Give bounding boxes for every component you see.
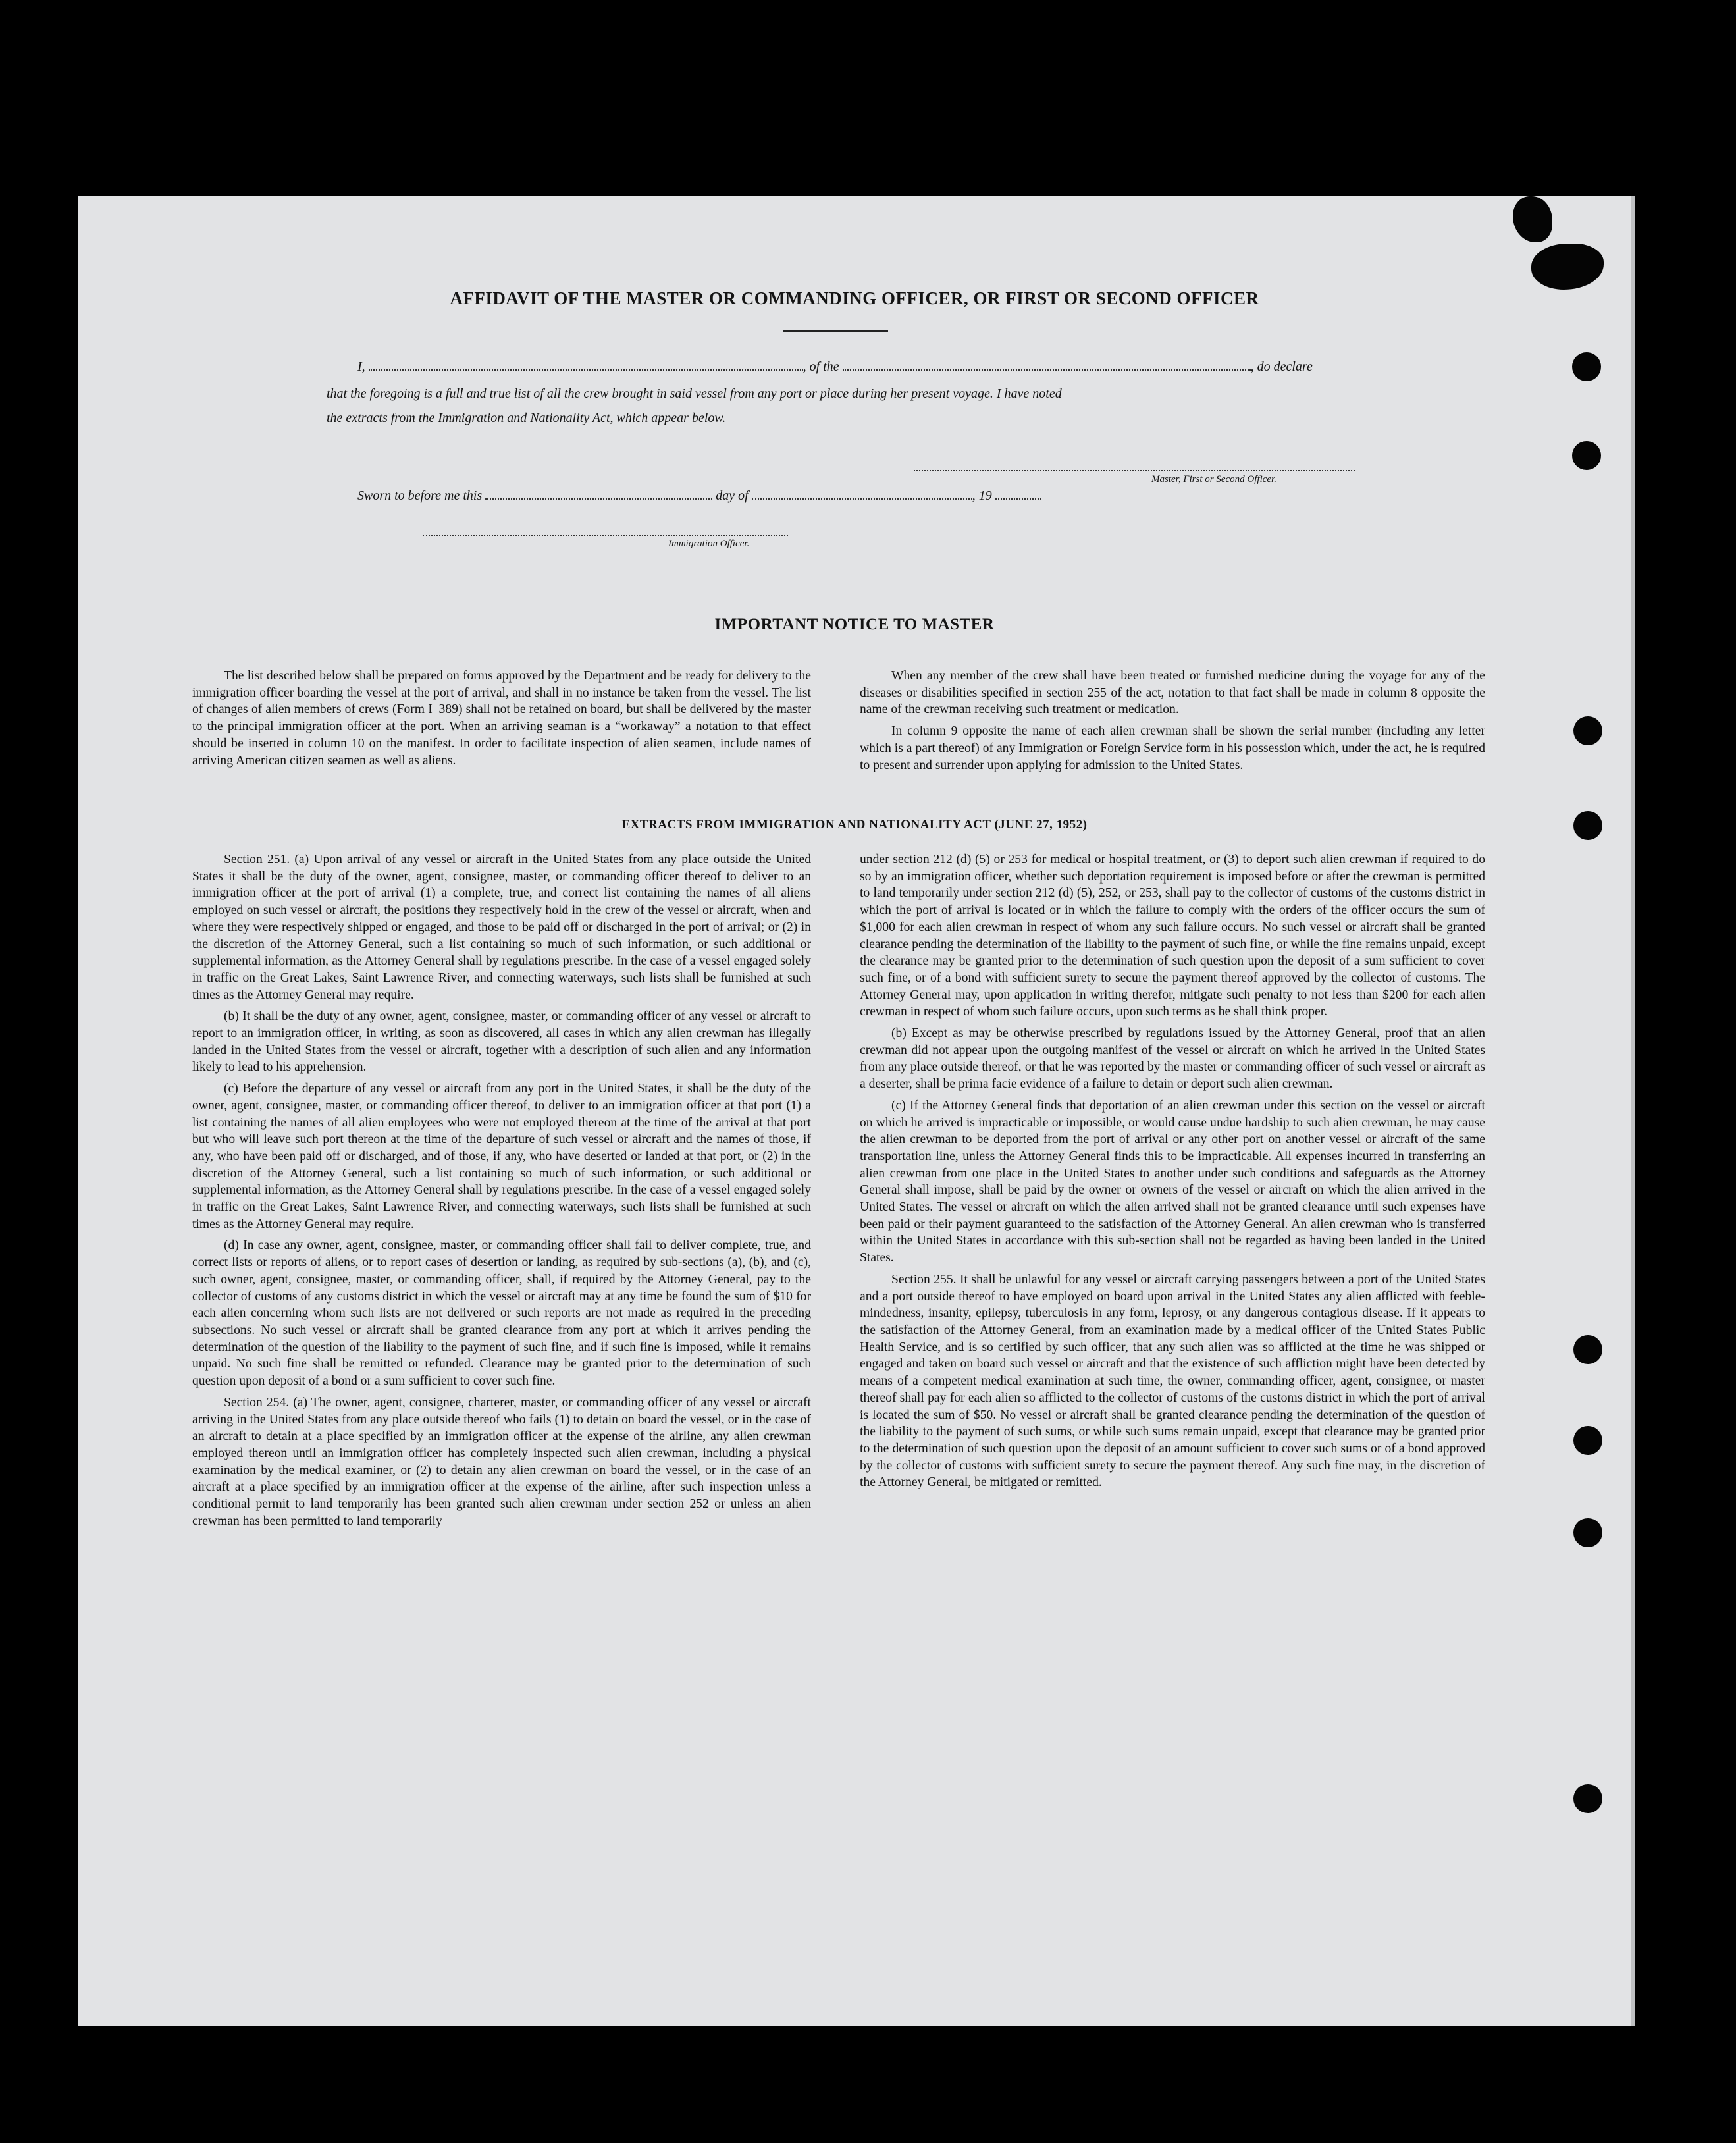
master-signature-field[interactable] <box>914 467 1355 471</box>
section-254-b: (b) Except as may be otherwise prescribed by regulations issued by the Attorney General, proof that an alien crewman did not appear upon the outgoing manifest of the vessel or aircraft on which he arrived in the United States from any place outside thereof, or that he was reported by the master or commanding officer of such vessel or aircraft as a deserter, shall be prima facie evidence of a failure to detain or deport such alien crewman. <box>860 1026 1485 1092</box>
notice-title: IMPORTANT NOTICE TO MASTER <box>714 616 995 633</box>
officer-signature-field[interactable] <box>423 532 788 536</box>
declaration-line-2: that the foregoing is a full and true list of all the crew brought in said vessel from any port or place during her present voyage. I have noted <box>327 386 1062 401</box>
binder-hole <box>1573 1335 1602 1364</box>
sworn-year: , 19 <box>972 489 992 503</box>
notice-left-paragraph: The list described below shall be prepared on forms approved by the Department and be ready for delivery to the immigration officer boarding the vessel at the port of arrival, and shall in no instance be taken from the vessel. The list of changes of alien members of crews (Form I–389) shall not be retained on board, but shall be delivered by the master to the principal immigration officer at the port. When an arriving seaman is a “workaway” a notation to that effect should be inserted in column 10 on the manifest. In order to facilitate inspection of alien seamen, include names of arriving American citizen seamen as well as aliens. <box>192 669 811 768</box>
declaration-line-3: the extracts from the Immigration and Nationality Act, which appear below. <box>327 411 726 425</box>
binder-hole <box>1573 1784 1602 1813</box>
sworn-day-of: day of <box>716 489 749 503</box>
extracts-title: EXTRACTS FROM IMMIGRATION AND NATIONALITY ACT (JUNE 27, 1952) <box>621 818 1088 832</box>
binder-hole <box>1573 1426 1602 1455</box>
notice-left-column <box>192 668 811 774</box>
master-caption: Master, First or Second Officer. <box>1151 474 1276 485</box>
binder-hole <box>1572 352 1601 381</box>
name-field[interactable] <box>369 367 803 371</box>
sworn-month-field[interactable] <box>752 496 972 500</box>
declaration-i: I, <box>357 359 365 374</box>
title-rule <box>783 330 888 332</box>
ink-blot <box>1531 244 1604 290</box>
notice-right-paragraph-2: In column 9 opposite the name of each alien crewman shall be shown the serial number (including any letter which is a part thereof) of any Immigration or Foreign Service form in his possession which, under the act, he is required to present and surrender upon applying for admission to the United States. <box>860 724 1485 772</box>
sworn-year-field[interactable] <box>995 496 1041 500</box>
binder-hole <box>1573 716 1602 745</box>
declaration-line-1 <box>357 359 1313 375</box>
document-page <box>78 196 1635 2026</box>
sworn-line <box>357 489 1041 504</box>
binder-hole <box>1573 1518 1602 1547</box>
affidavit-title: AFFIDAVIT OF THE MASTER OR COMMANDING OFFICER, OR FIRST OR SECOND OFFICER <box>450 288 1259 308</box>
declaration-of-the: , of the <box>802 359 839 374</box>
vessel-field[interactable] <box>843 367 1251 371</box>
section-251-b: (b) It shall be the duty of any owner, agent, consignee, master, or commanding officer of any vessel or aircraft to report to an immigration officer, in writing, as soon as discovered, all cases in which any alien crewman has illegally landed in the United States from the vessel or aircraft, together with a description of such alien and any information likely to lead to his apprehension. <box>192 1009 811 1074</box>
officer-caption: Immigration Officer. <box>668 539 750 549</box>
sworn-prefix: Sworn to before me this <box>357 489 483 503</box>
binder-hole <box>1572 441 1601 470</box>
section-254-a-continued: under section 212 (d) (5) or 253 for medical or hospital treatment, or (3) to deport such alien crewman if required to do so by an immigration officer, whether such deportation requirement is imposed before or after the crewman is permitted to land temporarily under section 212 (d) (5), 252, or 253, shall pay to the collector of customs of the customs district in which the port of arrival is located or in which the failure to comply with the orders of the officer occurs the sum of $1,000 for each alien crewman in respect of whom any such failure occurs. No such vessel or aircraft shall be granted clearance pending the determination of the liability to the payment of such fine, or while the fine remains unpaid, except the clearance may be granted prior to the determination of such question upon the deposit of a sum sufficient to cover such fine, or of a bond with sufficient surety to secure the payment thereof approved by the collector of customs. The Attorney General may, upon application in writing therefor, mitigate such penalty to not less than $200 for each alien crewman in respect of whom such failure occurs, upon such terms as he shall think proper. <box>860 853 1485 1019</box>
sworn-day-field[interactable] <box>485 496 712 500</box>
section-251-c: (c) Before the departure of any vessel or aircraft from any port in the United States, it shall be the duty of the owner, agent, consignee, master, or commanding officer thereof, to deliver to an immigration officer at that port (1) a list containing the names of all alien employees who were not employed thereon at the time of the arrival at that port but who will leave such port thereon at the time of the departure of such vessel or aircraft and the names of those, if any, who have been paid off or discharged, and of those, if any, who have deserted or landed at that port, or (2) in the discretion of the Attorney General, such a list containing so much of such information, or such additional or supplemental information, as the Attorney General shall by regulations prescribe. In the case of a vessel engaged solely in traffic on the Great Lakes, Saint Lawrence River, and connecting waterways, such lists shall be furnished at such times as the Attorney General may require. <box>192 1082 811 1231</box>
extracts-left-column <box>192 851 811 1534</box>
extracts-right-column <box>860 851 1485 1496</box>
section-251-d: (d) In case any owner, agent, consignee, master, or commanding officer shall fail to deliver complete, true, and correct lists or reports of aliens, or to report cases of desertion or landing, as required by sub-sections (a), (b), and (c), such owner, agent, consignee, master, or commanding officer, shall, if required by the Attorney General, pay to the collector of customs of any customs district in which the vessel or aircraft may at any time be found the sum of $10 for each alien concerning whom such lists are not delivered or such reports are not made as required in the preceding subsections. No such vessel or aircraft shall be granted clearance from any port at which it arrives pending the determination of the question of the liability to the payment of such fine, and if such fine is imposed, while it remains unpaid. No such fine shall be remitted or refunded. Clearance may be granted prior to the determination of such question upon deposit of a bond or a sum sufficient to cover such fine. <box>192 1238 811 1389</box>
section-254-c: (c) If the Attorney General finds that deportation of an alien crewman under this section on the vessel or aircraft on which he arrived is impracticable or impossible, or would cause undue hardship to such alien crewman, he may cause the alien crewman to be deported from the port of arrival or any other port on another vessel or aircraft of the same transportation line, unless the Attorney General finds this to be impracticable. All expenses incurred in transferring an alien crewman from one place in the United States to another under such conditions and safeguards as the Attorney General shall impose, shall be paid by the owner or owners of the vessel or aircraft on which the alien arrived in the United States. The vessel or aircraft on which the alien arrived shall not be granted clearance until such expenses have been paid or their payment guaranteed to the satisfaction of the Attorney General. An alien crewman who is transferred within the United States in accordance with this sub-section shall not be regarded as having been landed in the United States. <box>860 1098 1485 1265</box>
ink-blot <box>1513 196 1552 242</box>
declaration-do-declare: , do declare <box>1250 359 1313 374</box>
section-254-a: Section 254. (a) The owner, agent, consignee, charterer, master, or commanding officer of any vessel or aircraft arriving in the United States from any place outside thereof who fails (1) to detain on board the vessel, or in the case of an aircraft to detain at a place specified by an immigration officer at the expense of the airline, any alien crewman employed thereon until an immigration officer has completely inspected such alien crewman, including a physical examination by the medical examiner, or (2) to detain any alien crewman on board the vessel, or in the case of an aircraft at a place specified by an immigration officer at the expense of the airline, after such inspection unless a conditional permit to land temporarily has been granted such alien crewman under section 252 or unless an alien crewman has been permitted to land temporarily <box>192 1395 811 1528</box>
section-251-a: Section 251. (a) Upon arrival of any vessel or aircraft in the United States from any place outside the United States it shall be the duty of the owner, agent, consignee, master, or commanding officer thereof to deliver to an immigration officer at the port of arrival (1) a complete, true, and correct list containing the names of all aliens employed on such vessel or aircraft, the positions they respectively hold in the crew of the vessel or aircraft, when and where they were respectively shipped or engaged, and those to be paid off or discharged in the port of arrival; or (2) in the discretion of the Attorney General, such a list containing so much of such information, or such additional or supplemental information, as the Attorney General shall by regulations prescribe. In the case of a vessel engaged solely in traffic on the Great Lakes, Saint Lawrence River, and connecting waterways, such lists shall be furnished at such times as the Attorney General may require. <box>192 853 811 1002</box>
section-255: Section 255. It shall be unlawful for any vessel or aircraft carrying passengers between a port of the United States and a port outside thereof to have employed on board upon arrival in the United States any alien afflicted with feeble-mindedness, insanity, epilepsy, tuberculosis in any form, leprosy, or any dangerous contagious disease. If it appears to the satisfaction of the Attorney General, from an examination made by a medical officer of the United States Public Health Service, and is so certified by such officer, that any such alien was so afflicted at the time he was shipped or engaged and taken on board such vessel or aircraft and that the existence of such affliction might have been detected by means of a competent medical examination at such time, the owner, commanding officer, agent, consignee, or master thereof shall pay for each alien so afflicted to the collector of customs of the customs district in which the port of arrival is located the sum of $50. No vessel or aircraft shall be granted clearance pending the determination of the question of the liability to the payment of such sums, or while such sums remain unpaid, except that clearance may be granted prior to the determination of such question upon the deposit of an amount sufficient to cover such sums or of a bond approved by the collector of customs with sufficient surety to secure the payment thereof. Any such fine may, in the discretion of the Attorney General, be mitigated or remitted. <box>860 1272 1485 1490</box>
notice-right-paragraph-1: When any member of the crew shall have been treated or furnished medicine during the voyage for any of the diseases or disabilities specified in section 255 of the act, notation to that fact shall be made in column 8 opposite the name of the crewman receiving such treatment or medication. <box>860 669 1485 717</box>
notice-right-column <box>860 668 1485 778</box>
